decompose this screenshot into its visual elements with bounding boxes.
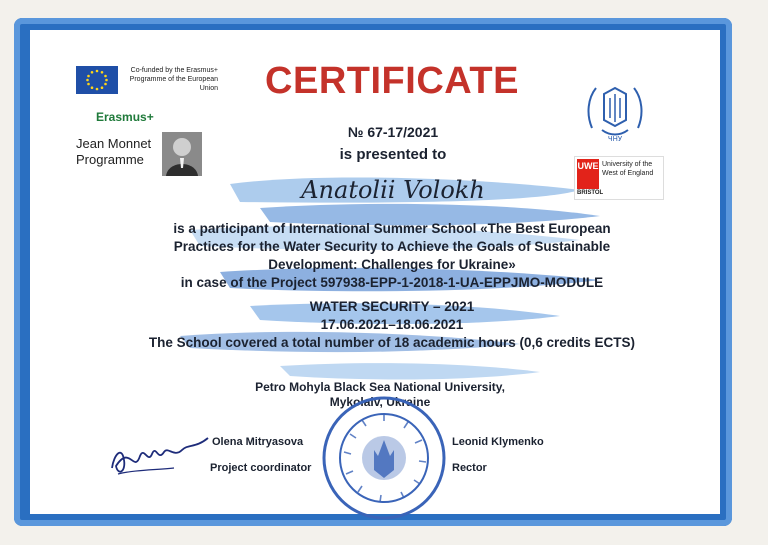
body-line-7: The School covered a total number of 18 academic hours (0,6 credits ECTS)	[148, 335, 636, 350]
organization-name: Petro Mohyla Black Sea National University,	[255, 380, 505, 394]
university-crest-icon	[582, 80, 648, 142]
eu-erasmus-logo	[76, 66, 218, 96]
erasmus-label: Erasmus+	[96, 110, 154, 124]
rector-name: Leonid Klymenko	[452, 436, 544, 448]
rector-role: Rector	[452, 462, 487, 474]
eu-flag-icon	[76, 66, 118, 94]
university-seal-icon	[320, 394, 448, 522]
certificate-title: CERTIFICATE	[265, 60, 519, 102]
coordinator-signature-icon	[104, 424, 214, 482]
crest-label: ЧНУ	[607, 135, 623, 142]
jean-monnet-logo	[74, 130, 202, 176]
uwe-name: University of the West of England	[602, 161, 654, 177]
eu-cofunded-text: Co-funded by the Erasmus+ Programme of the European Union	[129, 67, 218, 92]
certificate-number: № 67-17/2021	[347, 124, 439, 140]
coordinator-role: Project coordinator	[210, 462, 312, 474]
uwe-city: BRISTOL	[577, 190, 604, 196]
certificate-body	[92, 220, 692, 352]
uwe-logo	[574, 156, 664, 200]
body-line-3: Development: Challenges for Ukraine»	[268, 257, 516, 272]
presented-to-text: is presented to	[339, 146, 447, 163]
uwe-mark: UWE	[577, 159, 599, 189]
jean-monnet-portrait	[162, 132, 202, 176]
body-line-4: in case of the Project 597938-EPP-1-2018-1-UA-EPPJMO-MODULE	[180, 275, 604, 290]
body-line-2: Practices for the Water Security to Achieve the Goals of Sustainable	[173, 239, 611, 254]
recipient-name: Anatolii Volokh	[301, 176, 485, 204]
body-line-5: WATER SECURITY – 2021	[309, 299, 475, 314]
jean-monnet-text: Jean Monnet Programme	[76, 136, 152, 167]
coordinator-name: Olena Mitryasova	[212, 436, 304, 448]
body-line-1: is a participant of International Summer School «The Best European	[173, 221, 611, 236]
body-line-6: 17.06.2021–18.06.2021	[320, 317, 464, 332]
organization-city: Mykolaiv, Ukraine	[329, 395, 431, 409]
